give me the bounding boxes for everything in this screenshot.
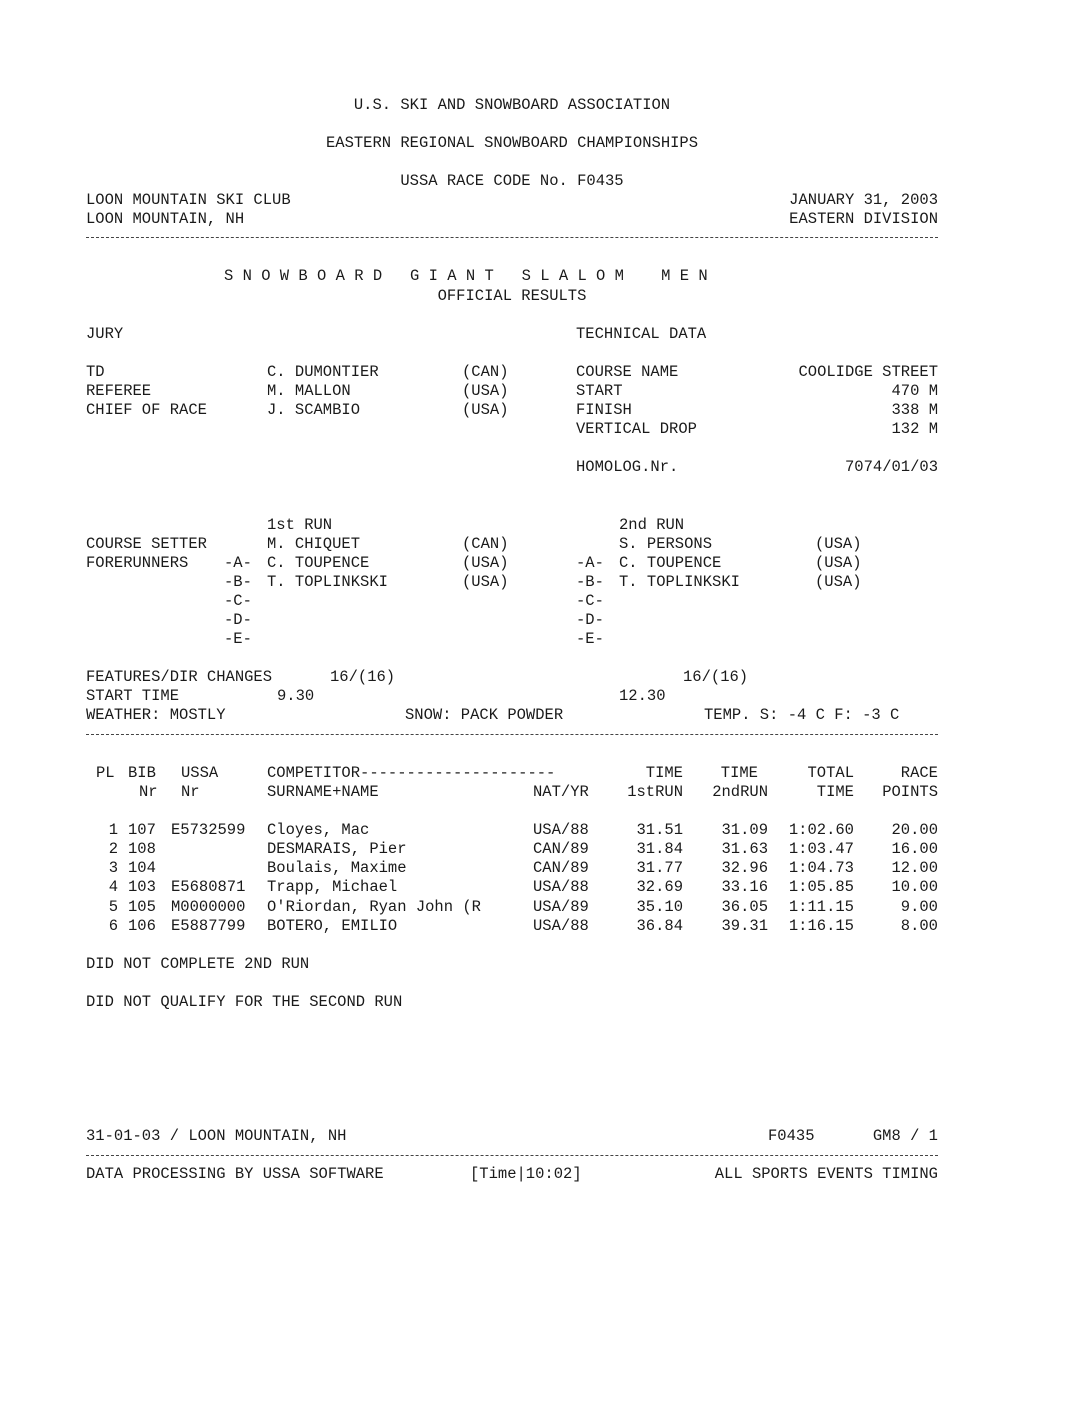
cell-run1: 31.77 [636, 859, 683, 877]
cell-name: Trapp, Michael [267, 878, 398, 896]
cell-points: 8.00 [900, 917, 938, 935]
cell-run2: 31.63 [721, 840, 768, 858]
tech-label: VERTICAL DROP [576, 420, 697, 438]
col-points: POINTS [882, 783, 938, 801]
footer-code: F0435 [768, 1127, 815, 1145]
cell-run2: 32.96 [721, 859, 768, 877]
cell-pl: 3 [108, 859, 118, 877]
cell-total: 1:03.47 [788, 840, 854, 858]
forerunner-nat: (USA) [462, 573, 509, 591]
cell-bib: 103 [128, 878, 156, 896]
homolog-value: 7074/01/03 [844, 458, 938, 476]
col-nr: Nr [139, 783, 158, 801]
club-name: LOON MOUNTAIN SKI CLUB [86, 191, 291, 209]
tech-label: START [576, 382, 623, 400]
col-time1: TIME [645, 764, 683, 782]
forerunner-slot: -A- [576, 554, 604, 572]
jury-nat: (USA) [462, 382, 509, 400]
forerunner-name: C. TOUPENCE [267, 554, 370, 572]
tech-label: COURSE NAME [576, 363, 679, 381]
cell-pl: 2 [108, 840, 118, 858]
col-pl: PL [96, 764, 115, 782]
features-run2: 16/(16) [683, 668, 749, 686]
cell-run2: 31.09 [721, 821, 768, 839]
run2-label: 2nd RUN [619, 516, 685, 534]
cell-bib: 104 [128, 859, 156, 877]
race-date: JANUARY 31, 2003 [789, 191, 938, 209]
cell-run1: 32.69 [636, 878, 683, 896]
technical-heading: TECHNICAL DATA [576, 325, 707, 343]
forerunner-slot: -C- [224, 592, 252, 610]
forerunner-slot: -B- [576, 573, 604, 591]
cell-points: 16.00 [891, 840, 938, 858]
cell-nat: CAN/89 [533, 859, 589, 877]
association-name: U.S. SKI AND SNOWBOARD ASSOCIATION [353, 96, 671, 114]
col-run2: 2ndRUN [712, 783, 768, 801]
tech-value: COOLIDGE STREET [798, 363, 938, 381]
features-run1: 16/(16) [330, 668, 396, 686]
forerunner-slot: -C- [576, 592, 604, 610]
setter2-name: S. PERSONS [619, 535, 713, 553]
col-nr: Nr [181, 783, 200, 801]
tech-label: FINISH [576, 401, 632, 419]
forerunner-slot: -D- [224, 611, 252, 629]
col-race: RACE [900, 764, 938, 782]
cell-pl: 1 [108, 821, 118, 839]
forerunners-label: FORERUNNERS [86, 554, 189, 572]
homolog-label: HOMOLOG.Nr. [576, 458, 679, 476]
col-run1: 1stRUN [627, 783, 683, 801]
jury-name: C. DUMONTIER [267, 363, 379, 381]
course-setter-label: COURSE SETTER [86, 535, 207, 553]
jury-nat: (CAN) [462, 363, 509, 381]
divider [86, 734, 938, 735]
cell-run1: 36.84 [636, 917, 683, 935]
jury-role: REFEREE [86, 382, 152, 400]
forerunner-nat: (USA) [462, 554, 509, 572]
cell-total: 1:16.15 [788, 917, 854, 935]
cell-nat: USA/89 [533, 898, 589, 916]
tech-value: 338 M [891, 401, 938, 419]
weather: WEATHER: MOSTLY [86, 706, 226, 724]
col-bib: BIB [128, 764, 156, 782]
footer-time: [Time|10:02] [470, 1165, 582, 1183]
jury-heading: JURY [86, 325, 124, 343]
cell-ussa: E5732599 [171, 821, 246, 839]
cell-ussa: E5680871 [171, 878, 246, 896]
cell-points: 9.00 [900, 898, 938, 916]
cell-nat: CAN/89 [533, 840, 589, 858]
cell-name: BOTERO, EMILIO [267, 917, 398, 935]
cell-total: 1:05.85 [788, 878, 854, 896]
jury-name: M. MALLON [267, 382, 351, 400]
forerunner-name: C. TOUPENCE [619, 554, 722, 572]
dnc-heading: DID NOT COMPLETE 2ND RUN [86, 955, 310, 973]
cell-run1: 31.84 [636, 840, 683, 858]
cell-pl: 4 [108, 878, 118, 896]
jury-role: TD [86, 363, 105, 381]
division: EASTERN DIVISION [789, 210, 938, 228]
jury-role: CHIEF OF RACE [86, 401, 207, 419]
cell-nat: USA/88 [533, 878, 589, 896]
cell-run1: 31.51 [636, 821, 683, 839]
start-time-label: START TIME [86, 687, 180, 705]
cell-name: Boulais, Maxime [267, 859, 407, 877]
dnq-heading: DID NOT QUALIFY FOR THE SECOND RUN [86, 993, 403, 1011]
col-natyr: NAT/YR [533, 783, 589, 801]
forerunner-nat: (USA) [815, 554, 862, 572]
col-time: TIME [816, 783, 854, 801]
cell-name: DESMARAIS, Pier [267, 840, 407, 858]
footer-page: GM8 / 1 [872, 1127, 938, 1145]
forerunner-slot: -D- [576, 611, 604, 629]
col-time2: TIME [720, 764, 758, 782]
divider [86, 1155, 938, 1156]
forerunner-slot: -B- [224, 573, 252, 591]
start-time-run1: 9.30 [277, 687, 315, 705]
cell-points: 12.00 [891, 859, 938, 877]
forerunner-nat: (USA) [815, 573, 862, 591]
forerunner-slot: -E- [224, 630, 252, 648]
start-time-run2: 12.30 [619, 687, 666, 705]
features-label: FEATURES/DIR CHANGES [86, 668, 273, 686]
cell-bib: 108 [128, 840, 156, 858]
cell-pl: 5 [108, 898, 118, 916]
tech-value: 470 M [891, 382, 938, 400]
cell-total: 1:11.15 [788, 898, 854, 916]
cell-points: 20.00 [891, 821, 938, 839]
jury-nat: (USA) [462, 401, 509, 419]
cell-name: Cloyes, Mac [267, 821, 370, 839]
cell-bib: 107 [128, 821, 156, 839]
forerunner-slot: -E- [576, 630, 604, 648]
cell-run2: 39.31 [721, 917, 768, 935]
setter2-nat: (USA) [815, 535, 862, 553]
temperature: TEMP. S: -4 C F: -3 C [704, 706, 900, 724]
col-surname: SURNAME+NAME [267, 783, 379, 801]
col-total: TOTAL [807, 764, 854, 782]
col-ussa: USSA [181, 764, 219, 782]
setter1-name: M. CHIQUET [267, 535, 361, 553]
cell-bib: 105 [128, 898, 156, 916]
cell-points: 10.00 [891, 878, 938, 896]
forerunner-name: T. TOPLINKSKI [267, 573, 388, 591]
cell-total: 1:02.60 [788, 821, 854, 839]
forerunner-name: T. TOPLINKSKI [619, 573, 740, 591]
forerunner-slot: -A- [224, 554, 252, 572]
tech-value: 132 M [891, 420, 938, 438]
cell-bib: 106 [128, 917, 156, 935]
setter1-nat: (CAN) [462, 535, 509, 553]
cell-total: 1:04.73 [788, 859, 854, 877]
cell-ussa: M0000000 [171, 898, 246, 916]
race-code: USSA RACE CODE No. F0435 [400, 172, 624, 190]
discipline-title: S N O W B O A R D G I A N T S L A L O M M E N [224, 267, 708, 285]
cell-run1: 35.10 [636, 898, 683, 916]
footer-processing: DATA PROCESSING BY USSA SOFTWARE [86, 1165, 384, 1183]
cell-nat: USA/88 [533, 821, 589, 839]
cell-run2: 36.05 [721, 898, 768, 916]
cell-nat: USA/88 [533, 917, 589, 935]
run1-label: 1st RUN [267, 516, 333, 534]
cell-pl: 6 [108, 917, 118, 935]
race-location: LOON MOUNTAIN, NH [86, 210, 245, 228]
snow: SNOW: PACK POWDER [405, 706, 564, 724]
jury-name: J. SCAMBIO [267, 401, 361, 419]
event-name: EASTERN REGIONAL SNOWBOARD CHAMPIONSHIPS [325, 134, 699, 152]
cell-ussa: E5887799 [171, 917, 246, 935]
footer-timing: ALL SPORTS EVENTS TIMING [714, 1165, 938, 1183]
divider [86, 237, 938, 238]
col-competitor: COMPETITOR--------------------- [267, 764, 556, 782]
official-results-subtitle: OFFICIAL RESULTS [437, 287, 587, 305]
footer-place: 31-01-03 / LOON MOUNTAIN, NH [86, 1127, 347, 1145]
cell-name: O'Riordan, Ryan John (R [267, 898, 481, 916]
cell-run2: 33.16 [721, 878, 768, 896]
